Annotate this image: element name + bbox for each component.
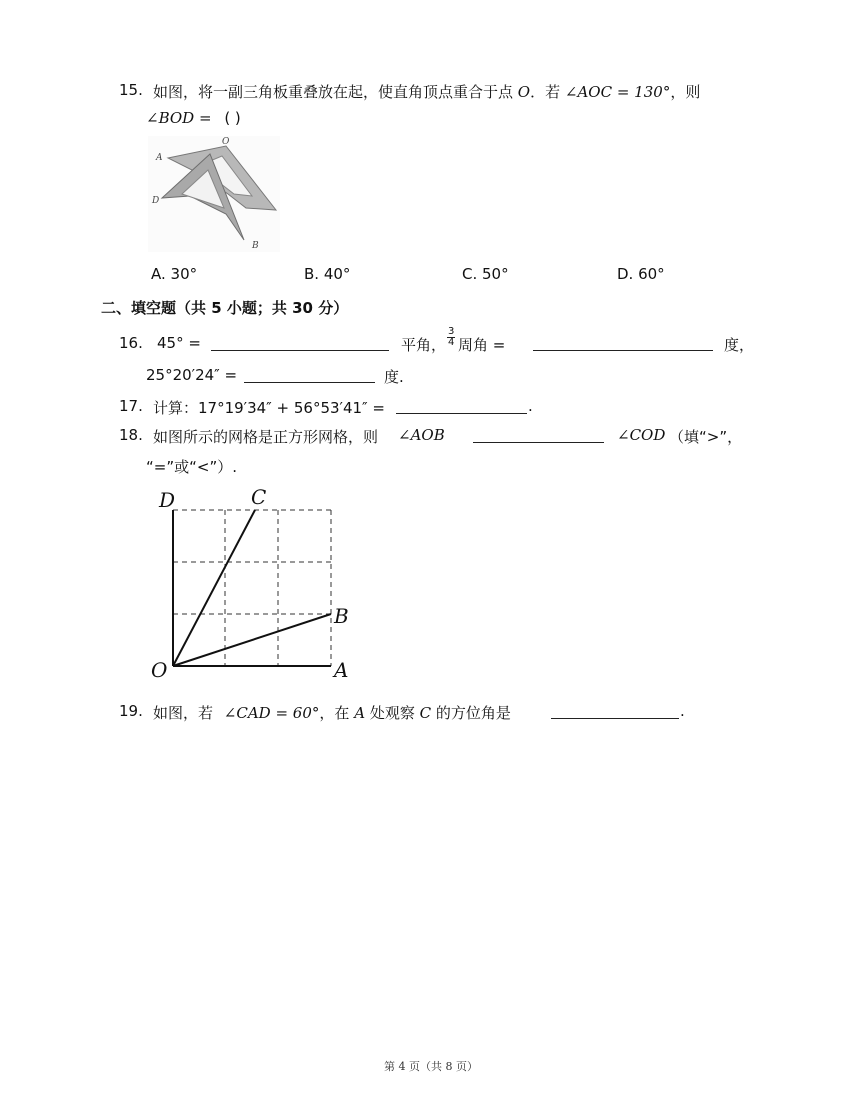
expression: 25°20′24″ = xyxy=(146,366,238,384)
question-number: 19. xyxy=(119,702,143,720)
angle-aob: ∠AOB xyxy=(398,426,445,444)
answer-blank[interactable] xyxy=(211,336,389,351)
option-d: D. 60° xyxy=(617,265,665,283)
expression: 周角 = xyxy=(458,336,506,354)
option-a: A. 30° xyxy=(151,265,198,283)
question-number: 15. xyxy=(119,81,143,99)
question-text: 如图，若 ∠CAD = 60°，在 A 处观察 C 的方位角是 xyxy=(153,704,511,722)
unit-text: 平角， xyxy=(401,336,447,354)
option-c: C. 50° xyxy=(462,265,509,283)
section-title: 二、填空题（共 5 小题；共 30 分） xyxy=(101,299,349,317)
answer-blank[interactable] xyxy=(551,704,679,719)
answer-blank[interactable] xyxy=(396,399,527,414)
expression: 45° = xyxy=(157,334,201,352)
label-c: C xyxy=(251,485,267,509)
unit-text: 度， xyxy=(724,336,755,354)
label-d: D xyxy=(152,196,160,206)
label-a: A xyxy=(334,658,349,682)
fraction: $\frac{3}{4}$ xyxy=(448,326,455,348)
page-footer: 第 4 页（共 8 页） xyxy=(384,1060,478,1073)
label-b: B xyxy=(334,604,349,628)
label-o: O xyxy=(222,137,230,147)
square-grid-figure xyxy=(150,483,360,683)
grid-lines xyxy=(173,510,331,666)
angle-cod: ∠COD xyxy=(617,426,666,444)
label-d: D xyxy=(159,488,176,512)
answer-blank[interactable] xyxy=(473,428,604,443)
triangle-rulers-figure xyxy=(148,136,280,252)
label-o: O xyxy=(151,658,168,682)
question-number: 18. xyxy=(119,426,143,444)
period: . xyxy=(680,702,685,720)
question-text: 如图所示的网格是正方形网格，则 xyxy=(153,428,379,446)
answer-blank[interactable] xyxy=(533,336,713,351)
period: . xyxy=(528,397,533,415)
label-b: B xyxy=(252,241,259,251)
option-b: B. 40° xyxy=(304,265,351,283)
question-text: 如图，将一副三角板重叠放在起，使直角顶点重合于点 O．若 ∠AOC = 130°，则 xyxy=(153,83,701,101)
label-a: A xyxy=(156,153,163,163)
answer-blank[interactable] xyxy=(244,368,375,383)
question-text-line2: ∠BOD = ( ) xyxy=(146,109,241,127)
question-text: 计算：17°19′34″ + 56°53′41″ = xyxy=(153,399,385,417)
question-text: （填“>”， xyxy=(669,428,743,446)
unit-text: 度. xyxy=(384,368,404,386)
question-text: “=”或“<”）. xyxy=(146,458,237,476)
question-number: 17. xyxy=(119,397,143,415)
question-number: 16. xyxy=(119,334,143,352)
